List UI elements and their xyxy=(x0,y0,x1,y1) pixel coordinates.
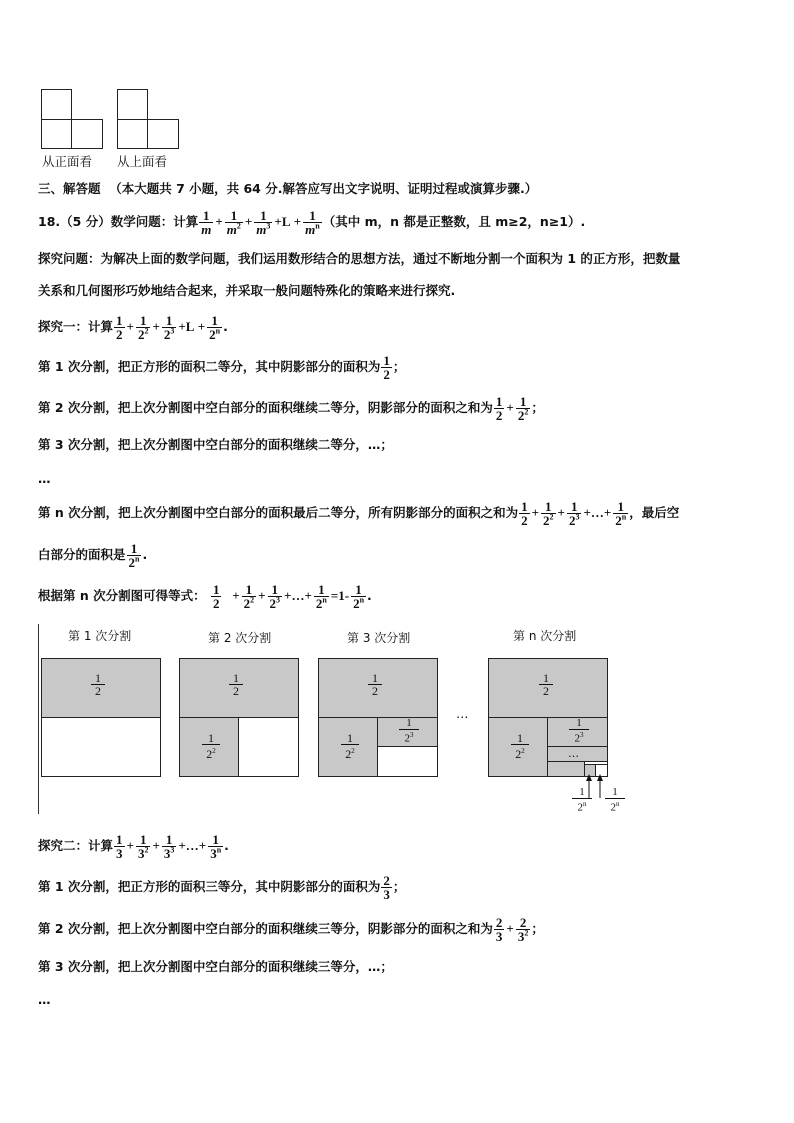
label-1-2n-b: 1 2$^n$ xyxy=(605,787,625,814)
explore-one-step1: 第 1 次分割，把正方形的面积二等分，其中阴影部分的面积为 1 2 ； xyxy=(38,352,406,382)
ellipsis-1: … xyxy=(38,471,51,486)
figure-left-border xyxy=(38,624,39,814)
label-1-2n-a: 1 2$^n$ xyxy=(572,787,592,814)
intro-line-1: 探究问题：为解决上面的数学问题，我们运用数形结合的思想方法，通过不断地分割一个面积为 1 的正方形，把数量 xyxy=(38,251,681,266)
frac-1-2: 1 2 xyxy=(116,312,123,342)
caption-n: 第 n 次分割 xyxy=(513,629,577,643)
caption-2: 第 2 次分割 xyxy=(208,631,272,645)
frac-1-2-n: $\frac{1}{2^n}$ xyxy=(209,312,221,342)
frac-1-2-2: $\frac{1}{2^2}$ xyxy=(137,312,149,342)
frac-1-m3: $\frac{1}{m^3}$ xyxy=(256,207,271,237)
section-title: 三、解答题 xyxy=(38,181,101,196)
inner-ellipsis: … xyxy=(568,747,579,760)
q18-tail: （其中 m，n 都是正整数，且 m≥2，n≥1）. xyxy=(322,214,586,229)
section-note: （本大题共 7 小题，共 64 分.解答应写出文字说明、证明过程或演算步骤.） xyxy=(109,181,538,196)
frac-1-2-3: $\frac{1}{2^3}$ xyxy=(163,312,175,342)
explore-one-step2: 第 2 次分割，把上次分割图中空白部分的面积继续二等分，阴影部分的面积之和为 1 2 + $\frac{1}{2^2}$ ； xyxy=(38,393,544,423)
caption-3: 第 3 次分割 xyxy=(347,631,411,645)
explore-one-step3: 第 3 次分割，把上次分割图中空白部分的面积继续二等分，…； xyxy=(38,437,393,452)
frac-1-m: 1 m xyxy=(201,207,212,237)
frac-1-mn: $\frac{1}{m^n}$ xyxy=(305,207,320,237)
division-figure: 第 1 次分割 第 2 次分割 第 3 次分割 第 n 次分割 1 2 1 2 1 $2^2$ 1 2 1 $2^2$ 1 $2^3$ … 1 2 1 $2^2$ 1 $2^3$ … 1 2$^n$ 1 2$^n$ xyxy=(36,624,622,820)
ellipsis-2: … xyxy=(38,992,51,1007)
explore-two-step3: 第 3 次分割，把上次分割图中空白部分的面积继续三等分，…； xyxy=(38,959,393,974)
frac-1-m2: $\frac{1}{m^2}$ xyxy=(226,207,241,237)
explore-two-step1: 第 1 次分割，把正方形的面积三等分，其中阴影部分的面积为 2 3 ； xyxy=(38,872,406,902)
explore-one-stepn-cont: 白部分的面积是 1 2$^n$ . xyxy=(38,540,148,570)
figure-ellipsis: … xyxy=(456,706,469,721)
label-1-2: 1 2 xyxy=(91,672,105,697)
question-18: 18.（5 分）数学问题：计算 1 m + $\frac{1}{m^2}$ + $\frac{1}{m^3}$ +L + $\frac{1}{m^n}$ （其中 m，n 都是正整数，且 m≥2，n≥1）. xyxy=(38,207,586,237)
caption-1: 第 1 次分割 xyxy=(68,629,132,643)
front-view-label: 从正面看 xyxy=(42,154,93,169)
explore-two-step2: 第 2 次分割，把上次分割图中空白部分的面积继续三等分，阴影部分的面积之和为 2 3 + $\frac{2}{3^2}$ ； xyxy=(38,914,544,944)
top-view-figure xyxy=(117,89,179,149)
intro-line-2: 关系和几何图形巧妙地结合起来，并采取一般问题特殊化的策略来进行探究. xyxy=(38,283,456,298)
front-view-figure xyxy=(41,89,103,149)
explore-one-stepn: 第 n 次分割，把上次分割图中空白部分的面积最后二等分，所有阴影部分的面积之和为 1 2 + $\frac{1}{2^2}$ + $\frac{1}{2^3}$ +…+ $\frac{1}{2^n}$ ，最后空 xyxy=(38,498,680,528)
section-header xyxy=(38,181,537,197)
explore-one-equation: 根据第 n 次分割图可得等式： 1 2 + $\frac{1}{2^2}$ + $\frac{1}{2^3}$ +…+ $\frac{1}{2^n}$ =1- 1 2$^n$ . xyxy=(38,581,372,611)
explore-one-head: 探究一：计算 1 2 + $\frac{1}{2^2}$ + $\frac{1}{2^3}$ +L + $\frac{1}{2^n}$ . xyxy=(38,312,228,342)
q18-head: 18.（5 分）数学问题：计算 xyxy=(38,214,199,229)
top-view-label: 从上面看 xyxy=(117,154,168,169)
explore-two-head: 探究二：计算 1 3 + $\frac{1}{3^2}$ + $\frac{1}{3^3}$ +…+ $\frac{1}{3^n}$ . xyxy=(38,831,229,861)
